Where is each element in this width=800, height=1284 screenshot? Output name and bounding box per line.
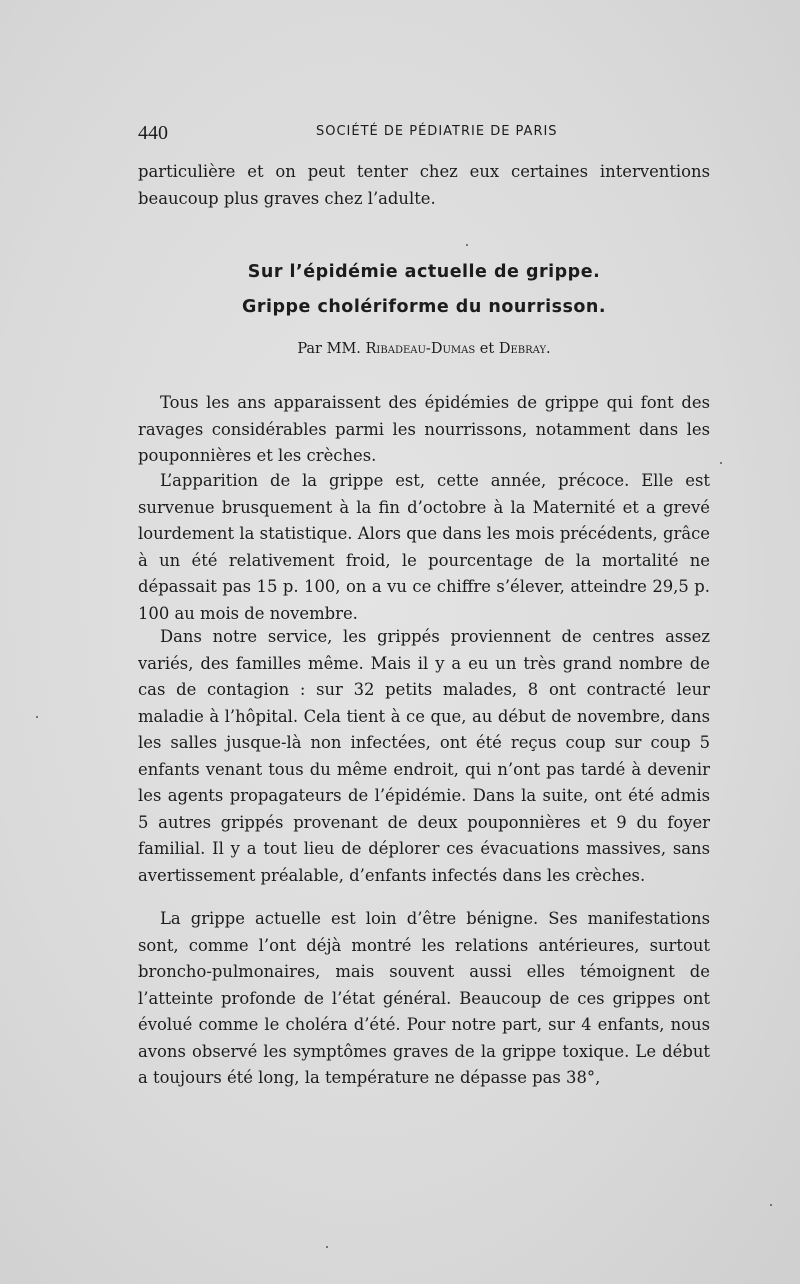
scan-speck xyxy=(466,244,468,246)
byline-connector: et xyxy=(479,341,495,357)
paragraph: La grippe actuelle est loin d’être bénigne. Ses manifestations sont, comme l’ont déjà montré les relations antérieures, surtout broncho-pulmonaires, mais souvent aussi elles témoignent de l’atteinte profonde de l’état général. Beaucoup de ces grippes ont évolué comme le choléra d’été. Pour notre part, sur 4 enfants, nous avons observé les symptômes graves de la grippe toxique. Le début a toujours été long, la température ne dépasse pas 38°, xyxy=(138,909,710,1087)
scan-speck xyxy=(720,462,722,464)
article-title-line-1: Sur l’épidémie actuelle de grippe. xyxy=(247,262,601,282)
page-header xyxy=(138,122,710,144)
running-title: SOCIÉTÉ DE PÉDIATRIE DE PARIS xyxy=(316,124,558,139)
scan-speck xyxy=(770,1204,772,1206)
author-debray: Debray. xyxy=(498,341,551,357)
paragraph: Dans notre service, les grippés proviennent de centres assez variés, des familles même. Mais il y a eu un très grand nombre de cas de contagion : sur 32 petits malades, 8 ont contracté leur maladie à l’hôpital. Cela tient à ce que, au début de novembre, dans les salles jusque-là non infectées, ont été reçus coup sur coup 5 enfants venant tous du même endroit, qui n’ont pas tardé à devenir les agents propagateurs de l’épidémie. Dans la suite, ont été admis 5 autres grippés provenant de deux pouponnières et 9 du foyer familial. Il y a tout lieu de déplorer ces évacuations massives, sans avertissement préalable, d’enfants infectés dans les crèches. xyxy=(138,627,710,885)
paragraph: Tous les ans apparaissent des épidémies de grippe qui font des ravages considérables parmi les nourrissons, notamment dans les pouponnières et les crèches. xyxy=(138,393,710,465)
paragraph: L’apparition de la grippe est, cette année, précoce. Elle est survenue brusquement à la fin d’octobre à la Maternité et a grevé lourdement la statistique. Alors que dans les mois précédents, grâce à un été relativement froid, le pourcentage de la mortalité ne dépassait pas 15 p. 100, on a vu ce chiffre s’élever, atteindre 29,5 p. 100 au mois de novembre. xyxy=(138,471,710,623)
byline-prefix: Par MM. xyxy=(297,341,361,357)
author-ribadeau-dumas: Ribadeau-Dumas xyxy=(365,341,476,357)
scan-speck xyxy=(36,716,38,718)
article-title-line-2: Grippe cholériforme du nourrisson. xyxy=(241,297,607,317)
paragraph-continued: particulière et on peut tenter chez eux certaines interventions beaucoup plus graves chez l’adulte. xyxy=(138,162,710,208)
page-number: 440 xyxy=(138,122,168,144)
byline xyxy=(138,341,710,357)
scan-speck xyxy=(326,1246,328,1248)
